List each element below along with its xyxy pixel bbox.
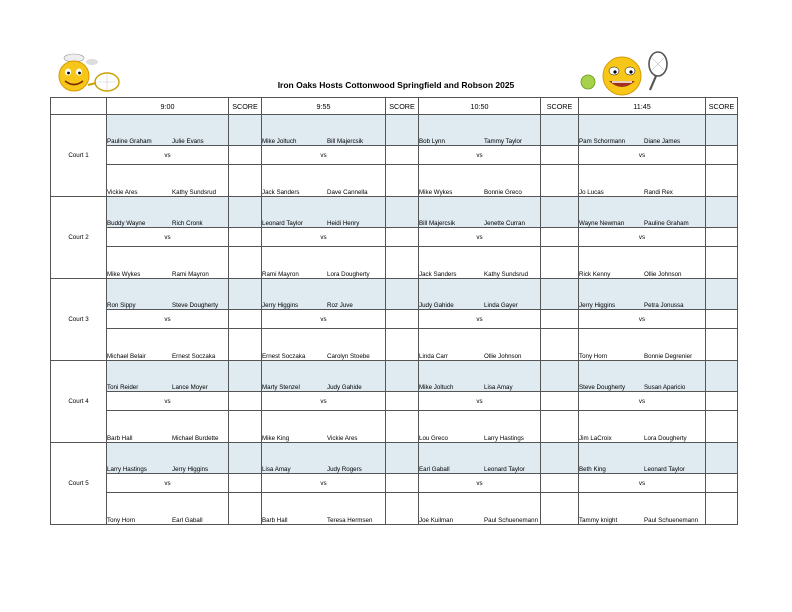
player-name: Paul Schuenemann	[484, 517, 539, 524]
player-name: Bonnie Greco	[484, 189, 522, 196]
vs-label: vs	[579, 474, 706, 493]
smiley-tennis-racket-icon	[576, 50, 676, 98]
team-bottom-cell	[107, 329, 229, 361]
player-name: Bonnie Degrenier	[644, 353, 693, 360]
team-top-cell	[579, 443, 706, 474]
schedule-table	[50, 97, 738, 525]
player-name: Julie Evans	[172, 138, 204, 145]
player-name: Bob Lynn	[419, 138, 445, 145]
score-cell[interactable]	[386, 197, 419, 228]
court-label: Court 3	[51, 279, 107, 361]
score-cell[interactable]	[229, 197, 262, 228]
vs-label: vs	[107, 310, 229, 329]
team-top-cell	[262, 115, 386, 146]
player-name: Ernest Soczaka	[262, 353, 306, 360]
player-name: Jim LaCroix	[579, 435, 612, 442]
team-bottom-cell	[579, 165, 706, 197]
player-name: Judy Rogers	[327, 466, 362, 473]
score-cell[interactable]	[229, 165, 262, 197]
team-bottom-cell	[419, 247, 541, 279]
player-name: Judy Gahide	[327, 384, 362, 391]
court-label: Court 1	[51, 115, 107, 197]
score-cell[interactable]	[386, 474, 419, 493]
team-bottom-cell	[262, 411, 386, 443]
player-name: Tammy knight	[579, 517, 618, 524]
score-cell[interactable]	[386, 361, 419, 392]
time-header: 9:55	[262, 98, 386, 115]
score-cell[interactable]	[229, 279, 262, 310]
player-name: Kathy Sundsrud	[172, 189, 217, 196]
team-bottom-cell	[579, 493, 706, 525]
player-name: Teresa Hermsen	[327, 517, 373, 524]
player-name: Rami Mayron	[262, 271, 299, 278]
player-name: Leonard Taylor	[644, 466, 685, 473]
team-top-cell	[107, 443, 229, 474]
player-name: Lora Dougherty	[327, 271, 370, 278]
player-name: Joe Kuilman	[419, 517, 454, 524]
player-name: Pauline Graham	[107, 138, 152, 145]
vs-label: vs	[579, 310, 706, 329]
score-cell[interactable]	[229, 411, 262, 443]
score-cell[interactable]	[541, 392, 579, 411]
team-bottom-cell	[579, 329, 706, 361]
team-top-cell	[579, 279, 706, 310]
team-top-cell	[579, 197, 706, 228]
score-cell[interactable]	[706, 392, 738, 411]
player-name: Randi Rex	[644, 189, 673, 196]
player-name: Linda Gayer	[484, 302, 518, 309]
score-cell[interactable]	[541, 411, 579, 443]
vs-label: vs	[107, 228, 229, 247]
score-cell[interactable]	[706, 197, 738, 228]
player-name: Earl Gaball	[172, 517, 203, 524]
score-cell[interactable]	[541, 197, 579, 228]
score-cell[interactable]	[386, 392, 419, 411]
score-cell[interactable]	[706, 474, 738, 493]
vs-label: vs	[579, 228, 706, 247]
score-cell[interactable]	[541, 165, 579, 197]
time-header: 9:00	[107, 98, 229, 115]
team-top-cell	[262, 361, 386, 392]
player-name: Tammy Taylor	[484, 138, 523, 145]
player-name: Mike Joltuch	[419, 384, 454, 391]
player-name: Pam Schormann	[579, 138, 626, 145]
score-header: SCORE	[706, 98, 738, 115]
player-name: Steve Dougherty	[579, 384, 626, 391]
page-title: Iron Oaks Hosts Cottonwood Springfield and Robson 2025	[277, 80, 515, 90]
vs-label: vs	[262, 474, 386, 493]
team-top-cell	[107, 361, 229, 392]
score-cell[interactable]	[386, 411, 419, 443]
team-bottom-cell	[107, 411, 229, 443]
player-name: Buddy Wayne	[107, 220, 146, 227]
team-bottom-cell	[579, 247, 706, 279]
team-top-cell	[579, 115, 706, 146]
player-name: Jerry Higgins	[579, 302, 616, 309]
team-bottom-cell	[419, 165, 541, 197]
player-name: Carolyn Stoebe	[327, 353, 370, 360]
score-cell[interactable]	[386, 329, 419, 361]
player-name: Ron Sippy	[107, 302, 136, 309]
player-name: Jerry Higgins	[172, 466, 209, 473]
score-cell[interactable]	[541, 279, 579, 310]
score-cell[interactable]	[386, 247, 419, 279]
score-cell[interactable]	[386, 115, 419, 146]
score-cell[interactable]	[386, 165, 419, 197]
score-cell[interactable]	[229, 392, 262, 411]
score-cell[interactable]	[386, 146, 419, 165]
score-cell[interactable]	[706, 228, 738, 247]
smiley-tennis-icon	[52, 52, 128, 94]
player-name: Barb Hall	[107, 435, 133, 442]
court-column-header	[51, 98, 107, 115]
player-name: Tony Horn	[579, 353, 608, 360]
score-cell[interactable]	[706, 411, 738, 443]
team-top-cell	[107, 197, 229, 228]
team-bottom-cell	[262, 247, 386, 279]
player-name: Lisa Amay	[484, 384, 513, 391]
vs-label: vs	[579, 392, 706, 411]
vs-label: vs	[262, 310, 386, 329]
player-name: Pauline Graham	[644, 220, 689, 227]
player-name: Ollie Johnson	[484, 353, 522, 360]
player-name: Larry Hastings	[484, 435, 524, 442]
player-name: Wayne Newman	[579, 220, 625, 227]
score-cell[interactable]	[541, 474, 579, 493]
player-name: Bill Majercsik	[419, 220, 456, 227]
team-bottom-cell	[262, 493, 386, 525]
vs-label: vs	[262, 392, 386, 411]
score-header: SCORE	[386, 98, 419, 115]
player-name: Jack Sanders	[262, 189, 300, 196]
score-cell[interactable]	[229, 310, 262, 329]
player-name: Mike Wykes	[107, 271, 141, 278]
team-top-cell	[262, 279, 386, 310]
team-bottom-cell	[419, 493, 541, 525]
player-name: Vickie Ares	[327, 435, 358, 442]
score-cell[interactable]	[386, 279, 419, 310]
score-cell[interactable]	[229, 146, 262, 165]
player-name: Mike Joltuch	[262, 138, 297, 145]
score-cell[interactable]	[386, 310, 419, 329]
player-name: Mike Wykes	[419, 189, 453, 196]
team-top-cell	[419, 279, 541, 310]
player-name: Jenette Curran	[484, 220, 525, 227]
player-name: Tony Horn	[107, 517, 136, 524]
vs-label: vs	[419, 228, 541, 247]
team-top-cell	[419, 443, 541, 474]
score-header: SCORE	[541, 98, 579, 115]
team-top-cell	[107, 115, 229, 146]
score-cell[interactable]	[706, 247, 738, 279]
player-name: Petra Jonussa	[644, 302, 684, 309]
team-bottom-cell	[107, 493, 229, 525]
player-name: Lou Greco	[419, 435, 448, 442]
score-cell[interactable]	[706, 279, 738, 310]
score-cell[interactable]	[706, 115, 738, 146]
vs-label: vs	[419, 474, 541, 493]
player-name: Kathy Sundsrud	[484, 271, 529, 278]
score-header: SCORE	[229, 98, 262, 115]
player-name: Earl Gaball	[419, 466, 450, 473]
team-top-cell	[262, 443, 386, 474]
player-name: Heidi Henry	[327, 220, 360, 227]
team-bottom-cell	[419, 411, 541, 443]
score-cell[interactable]	[541, 443, 579, 474]
player-name: Larry Hastings	[107, 466, 147, 473]
player-name: Toni Reider	[107, 384, 139, 391]
player-name: Rami Mayron	[172, 271, 209, 278]
team-top-cell	[419, 115, 541, 146]
player-name: Vickie Ares	[107, 189, 138, 196]
score-cell[interactable]	[541, 361, 579, 392]
score-cell[interactable]	[706, 329, 738, 361]
score-cell[interactable]	[229, 493, 262, 525]
team-top-cell	[579, 361, 706, 392]
player-name: Mike King	[262, 435, 290, 442]
score-cell[interactable]	[386, 493, 419, 525]
score-cell[interactable]	[541, 228, 579, 247]
score-cell[interactable]	[229, 361, 262, 392]
score-cell[interactable]	[229, 329, 262, 361]
player-name: Lisa Amay	[262, 466, 291, 473]
player-name: Jo Lucas	[579, 189, 604, 196]
vs-label: vs	[419, 146, 541, 165]
player-name: Ernest Soczaka	[172, 353, 216, 360]
score-cell[interactable]	[706, 310, 738, 329]
player-name: Marty Stenzel	[262, 384, 300, 391]
score-cell[interactable]	[541, 247, 579, 279]
score-cell[interactable]	[706, 493, 738, 525]
team-bottom-cell	[579, 411, 706, 443]
player-name: Barb Hall	[262, 517, 288, 524]
team-top-cell	[419, 361, 541, 392]
player-name: Judy Gahide	[419, 302, 454, 309]
player-name: Rick Kenny	[579, 271, 611, 278]
vs-label: vs	[419, 392, 541, 411]
vs-label: vs	[107, 392, 229, 411]
player-name: Dave Cannella	[327, 189, 368, 196]
team-top-cell	[419, 197, 541, 228]
score-cell[interactable]	[706, 146, 738, 165]
vs-label: vs	[579, 146, 706, 165]
time-header: 11:45	[579, 98, 706, 115]
court-label: Court 4	[51, 361, 107, 443]
team-top-cell	[262, 197, 386, 228]
score-cell[interactable]	[229, 228, 262, 247]
score-cell[interactable]	[541, 115, 579, 146]
score-cell[interactable]	[229, 115, 262, 146]
player-name: Bill Majercsik	[327, 138, 364, 145]
player-name: Jerry Higgins	[262, 302, 299, 309]
score-cell[interactable]	[541, 329, 579, 361]
player-name: Ollie Johnson	[644, 271, 682, 278]
court-label: Court 5	[51, 443, 107, 525]
vs-label: vs	[419, 310, 541, 329]
vs-label: vs	[262, 228, 386, 247]
player-name: Diane James	[644, 138, 681, 145]
player-name: Michael Belair	[107, 353, 146, 360]
team-bottom-cell	[107, 165, 229, 197]
score-cell[interactable]	[229, 474, 262, 493]
player-name: Leonard Taylor	[484, 466, 525, 473]
player-name: Jack Sanders	[419, 271, 457, 278]
team-bottom-cell	[262, 165, 386, 197]
score-cell[interactable]	[541, 146, 579, 165]
player-name: Steve Dougherty	[172, 302, 219, 309]
player-name: Beth King	[579, 466, 606, 473]
team-bottom-cell	[419, 329, 541, 361]
player-name: Paul Schuenemann	[644, 517, 699, 524]
player-name: Michael Burdette	[172, 435, 219, 442]
vs-label: vs	[107, 146, 229, 165]
team-top-cell	[107, 279, 229, 310]
score-cell[interactable]	[706, 361, 738, 392]
player-name: Leonard Taylor	[262, 220, 303, 227]
court-label: Court 2	[51, 197, 107, 279]
score-cell[interactable]	[541, 310, 579, 329]
score-cell[interactable]	[706, 443, 738, 474]
team-bottom-cell	[107, 247, 229, 279]
vs-label: vs	[107, 474, 229, 493]
score-cell[interactable]	[229, 247, 262, 279]
player-name: Roz Juve	[327, 302, 353, 309]
player-name: Susan Aparicio	[644, 384, 686, 391]
vs-label: vs	[262, 146, 386, 165]
score-cell[interactable]	[541, 493, 579, 525]
player-name: Rich Cronk	[172, 220, 203, 227]
player-name: Linda Carr	[419, 353, 448, 360]
score-cell[interactable]	[386, 443, 419, 474]
player-name: Lora Dougherty	[644, 435, 687, 442]
team-bottom-cell	[262, 329, 386, 361]
score-cell[interactable]	[706, 165, 738, 197]
score-cell[interactable]	[386, 228, 419, 247]
player-name: Lance Moyer	[172, 384, 208, 391]
time-header: 10:50	[419, 98, 541, 115]
score-cell[interactable]	[229, 443, 262, 474]
